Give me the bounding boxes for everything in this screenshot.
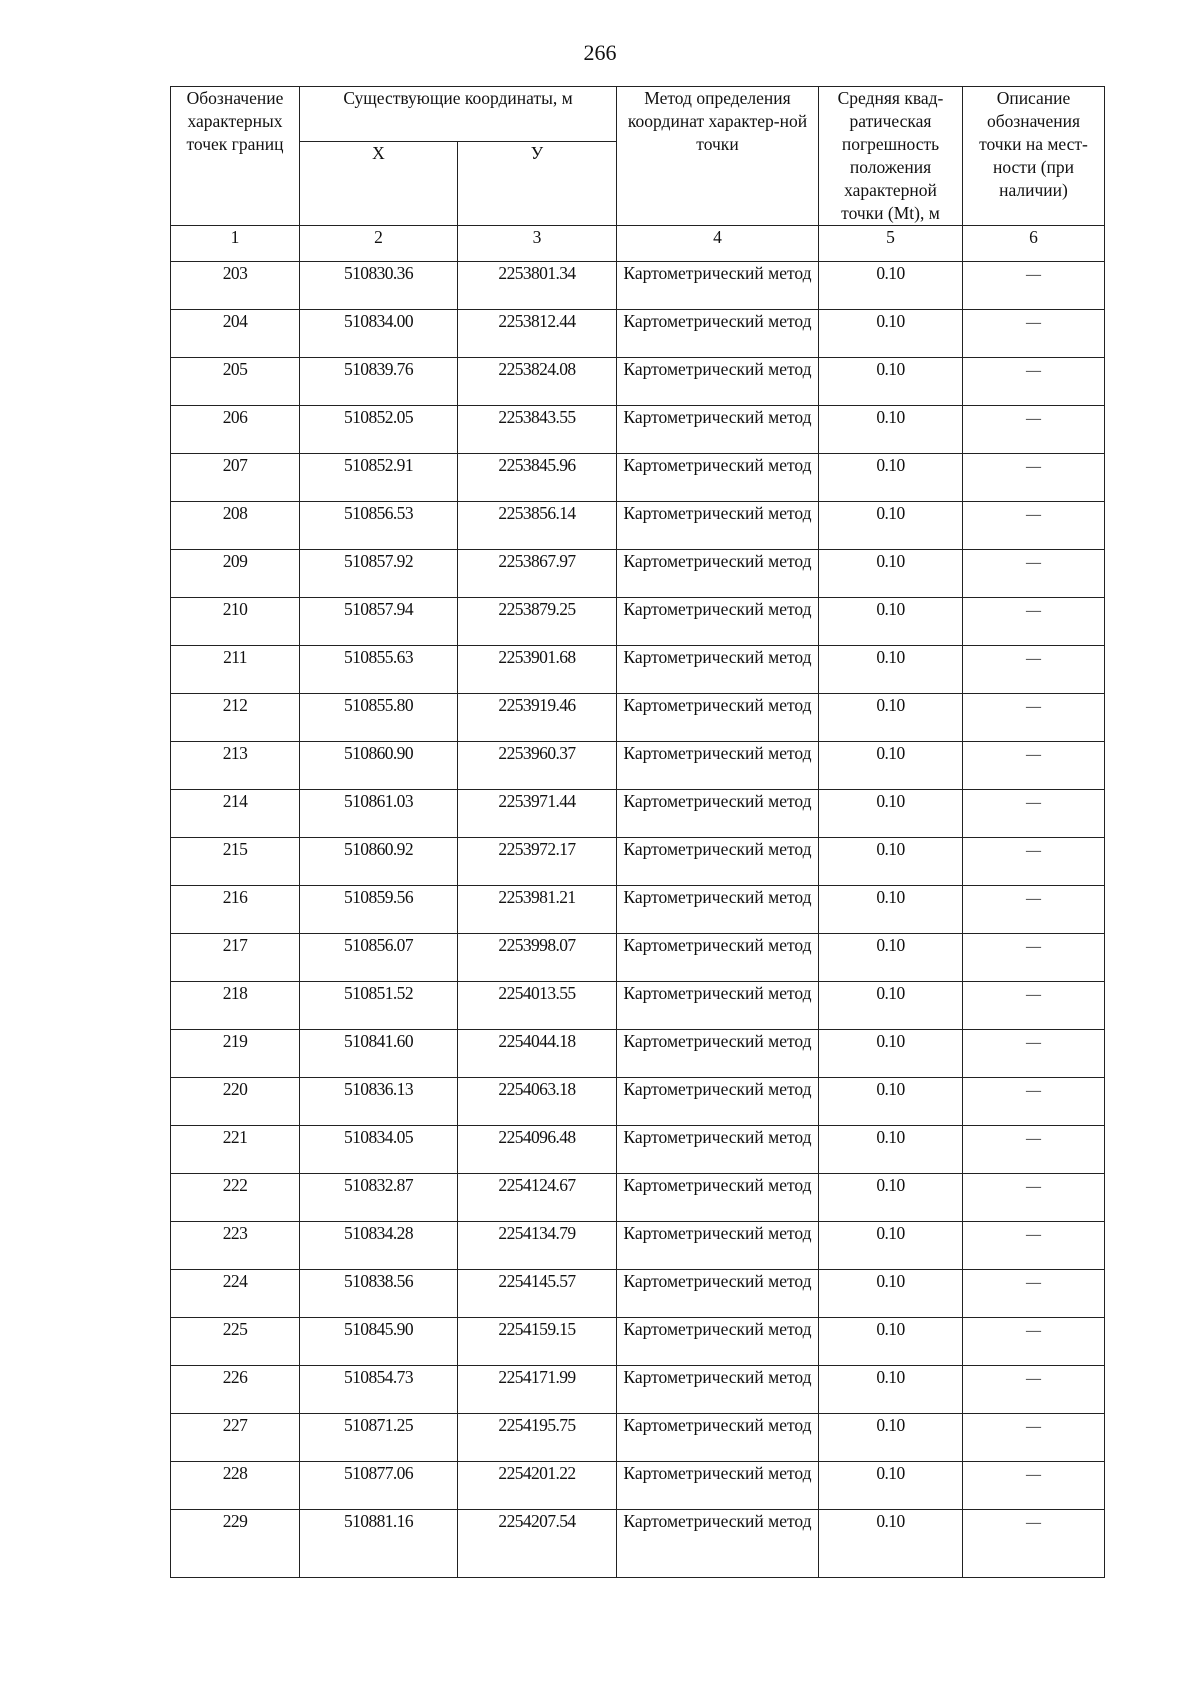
table-row [171, 1270, 1105, 1318]
y-coordinate-cell: 2254044.18 [458, 1030, 617, 1078]
table-row [171, 982, 1105, 1030]
table-row [171, 742, 1105, 790]
x-coordinate-cell: 510834.28 [300, 1222, 458, 1270]
x-coordinate-cell: 510836.13 [300, 1078, 458, 1126]
error-value-cell: 0.10 [819, 598, 963, 646]
error-value-cell: 0.10 [819, 1462, 963, 1510]
table-row [171, 886, 1105, 934]
header-y: У [458, 142, 617, 226]
x-coordinate-cell: 510857.94 [300, 598, 458, 646]
error-value-cell: 0.10 [819, 1222, 963, 1270]
y-coordinate-cell: 2253843.55 [458, 406, 617, 454]
method-cell: Картометрический метод [617, 646, 819, 694]
description-dash: — [1026, 411, 1041, 427]
column-number: 5 [819, 226, 963, 262]
description-cell [963, 838, 1105, 886]
table-row [171, 1366, 1105, 1414]
x-coordinate-cell: 510881.16 [300, 1510, 458, 1578]
point-id-cell: 229 [171, 1510, 300, 1578]
description-cell [963, 1126, 1105, 1174]
y-coordinate-cell: 2254145.57 [458, 1270, 617, 1318]
x-coordinate-cell: 510839.76 [300, 358, 458, 406]
y-coordinate-cell: 2253960.37 [458, 742, 617, 790]
description-cell [963, 406, 1105, 454]
method-cell: Картометрический метод [617, 1366, 819, 1414]
error-value-cell: 0.10 [819, 454, 963, 502]
y-coordinate-cell: 2253812.44 [458, 310, 617, 358]
y-coordinate-cell: 2254207.54 [458, 1510, 617, 1578]
x-coordinate-cell: 510855.63 [300, 646, 458, 694]
header-mean-square-error: Средняя квад-ратическая погрешность положения характерной точки (Mt), м [819, 87, 963, 226]
description-cell [963, 982, 1105, 1030]
point-id-cell: 206 [171, 406, 300, 454]
error-value-cell: 0.10 [819, 1126, 963, 1174]
description-dash: — [1026, 459, 1041, 475]
description-cell [963, 742, 1105, 790]
point-id-cell: 216 [171, 886, 300, 934]
point-id-cell: 213 [171, 742, 300, 790]
description-cell [963, 694, 1105, 742]
method-cell: Картометрический метод [617, 838, 819, 886]
point-id-cell: 221 [171, 1126, 300, 1174]
error-value-cell: 0.10 [819, 982, 963, 1030]
description-dash: — [1026, 843, 1041, 859]
y-coordinate-cell: 2254063.18 [458, 1078, 617, 1126]
method-cell: Картометрический метод [617, 454, 819, 502]
point-id-cell: 211 [171, 646, 300, 694]
point-id-cell: 222 [171, 1174, 300, 1222]
description-cell [963, 502, 1105, 550]
y-coordinate-cell: 2254159.15 [458, 1318, 617, 1366]
point-id-cell: 208 [171, 502, 300, 550]
description-dash: — [1026, 555, 1041, 571]
point-id-cell: 228 [171, 1462, 300, 1510]
x-coordinate-cell: 510852.91 [300, 454, 458, 502]
table-row [171, 934, 1105, 982]
table-row [171, 502, 1105, 550]
column-number: 6 [963, 226, 1105, 262]
method-cell: Картометрический метод [617, 1030, 819, 1078]
y-coordinate-cell: 2254124.67 [458, 1174, 617, 1222]
description-dash: — [1026, 939, 1041, 955]
description-cell [963, 1222, 1105, 1270]
point-id-cell: 205 [171, 358, 300, 406]
table-row [171, 1462, 1105, 1510]
error-value-cell: 0.10 [819, 406, 963, 454]
x-coordinate-cell: 510830.36 [300, 262, 458, 310]
error-value-cell: 0.10 [819, 1366, 963, 1414]
y-coordinate-cell: 2254013.55 [458, 982, 617, 1030]
method-cell: Картометрический метод [617, 598, 819, 646]
method-cell: Картометрический метод [617, 310, 819, 358]
table-row [171, 1174, 1105, 1222]
description-dash: — [1026, 1083, 1041, 1099]
point-id-cell: 212 [171, 694, 300, 742]
table-row [171, 598, 1105, 646]
description-dash: — [1026, 1035, 1041, 1051]
error-value-cell: 0.10 [819, 1270, 963, 1318]
y-coordinate-cell: 2253919.46 [458, 694, 617, 742]
point-id-cell: 223 [171, 1222, 300, 1270]
description-cell [963, 1414, 1105, 1462]
error-value-cell: 0.10 [819, 1174, 963, 1222]
y-coordinate-cell: 2254171.99 [458, 1366, 617, 1414]
description-cell [963, 598, 1105, 646]
x-coordinate-cell: 510877.06 [300, 1462, 458, 1510]
error-value-cell: 0.10 [819, 1078, 963, 1126]
table-row [171, 1078, 1105, 1126]
description-cell [963, 1366, 1105, 1414]
y-coordinate-cell: 2253972.17 [458, 838, 617, 886]
method-cell: Картометрический метод [617, 934, 819, 982]
point-id-cell: 225 [171, 1318, 300, 1366]
description-cell [963, 790, 1105, 838]
description-cell [963, 1174, 1105, 1222]
description-cell [963, 1270, 1105, 1318]
y-coordinate-cell: 2253981.21 [458, 886, 617, 934]
error-value-cell: 0.10 [819, 1510, 963, 1578]
x-coordinate-cell: 510845.90 [300, 1318, 458, 1366]
description-cell [963, 886, 1105, 934]
table-row [171, 454, 1105, 502]
x-coordinate-cell: 510834.00 [300, 310, 458, 358]
table-row [171, 694, 1105, 742]
coordinates-table [170, 86, 1105, 1578]
description-cell [963, 1510, 1105, 1578]
description-dash: — [1026, 1131, 1041, 1147]
error-value-cell: 0.10 [819, 358, 963, 406]
y-coordinate-cell: 2253901.68 [458, 646, 617, 694]
x-coordinate-cell: 510871.25 [300, 1414, 458, 1462]
description-cell [963, 646, 1105, 694]
y-coordinate-cell: 2253801.34 [458, 262, 617, 310]
page-number: 266 [583, 40, 617, 65]
method-cell: Картометрический метод [617, 1126, 819, 1174]
description-cell [963, 934, 1105, 982]
description-dash: — [1026, 363, 1041, 379]
point-id-cell: 215 [171, 838, 300, 886]
y-coordinate-cell: 2253971.44 [458, 790, 617, 838]
table-row [171, 1222, 1105, 1270]
column-number: 3 [458, 226, 617, 262]
description-cell [963, 1462, 1105, 1510]
description-dash: — [1026, 1515, 1041, 1531]
y-coordinate-cell: 2253998.07 [458, 934, 617, 982]
description-dash: — [1026, 987, 1041, 1003]
error-value-cell: 0.10 [819, 1030, 963, 1078]
description-cell [963, 310, 1105, 358]
description-cell [963, 1318, 1105, 1366]
header-description: Описание обозначения точки на мест-ности (при наличии) [963, 87, 1105, 226]
x-coordinate-cell: 510859.56 [300, 886, 458, 934]
table-row [171, 310, 1105, 358]
method-cell: Картометрический метод [617, 982, 819, 1030]
point-id-cell: 220 [171, 1078, 300, 1126]
header-x: X [300, 142, 458, 226]
method-cell: Картометрический метод [617, 886, 819, 934]
x-coordinate-cell: 510851.52 [300, 982, 458, 1030]
column-number: 1 [171, 226, 300, 262]
error-value-cell: 0.10 [819, 262, 963, 310]
description-dash: — [1026, 1419, 1041, 1435]
table-row [171, 550, 1105, 598]
table-row [171, 1510, 1105, 1578]
table-row [171, 646, 1105, 694]
column-number-row [171, 226, 1105, 262]
table-row [171, 1126, 1105, 1174]
description-dash: — [1026, 1227, 1041, 1243]
y-coordinate-cell: 2254134.79 [458, 1222, 617, 1270]
point-id-cell: 227 [171, 1414, 300, 1462]
y-coordinate-cell: 2253856.14 [458, 502, 617, 550]
error-value-cell: 0.10 [819, 310, 963, 358]
y-coordinate-cell: 2254201.22 [458, 1462, 617, 1510]
x-coordinate-cell: 510860.92 [300, 838, 458, 886]
point-id-cell: 217 [171, 934, 300, 982]
description-dash: — [1026, 651, 1041, 667]
point-id-cell: 207 [171, 454, 300, 502]
description-dash: — [1026, 507, 1041, 523]
x-coordinate-cell: 510857.92 [300, 550, 458, 598]
description-dash: — [1026, 1179, 1041, 1195]
method-cell: Картометрический метод [617, 1510, 819, 1578]
method-cell: Картометрический метод [617, 790, 819, 838]
description-dash: — [1026, 1275, 1041, 1291]
x-coordinate-cell: 510838.56 [300, 1270, 458, 1318]
header-method: Метод определения координат характер-ной точки [617, 87, 819, 226]
error-value-cell: 0.10 [819, 838, 963, 886]
y-coordinate-cell: 2253879.25 [458, 598, 617, 646]
x-coordinate-cell: 510832.87 [300, 1174, 458, 1222]
table-body [171, 262, 1105, 1578]
method-cell: Картометрический метод [617, 262, 819, 310]
description-dash: — [1026, 603, 1041, 619]
method-cell: Картометрический метод [617, 1462, 819, 1510]
header-point-designation: Обозначение характерных точек границ [171, 87, 300, 226]
point-id-cell: 203 [171, 262, 300, 310]
x-coordinate-cell: 510856.53 [300, 502, 458, 550]
description-dash: — [1026, 795, 1041, 811]
point-id-cell: 218 [171, 982, 300, 1030]
table-row [171, 358, 1105, 406]
description-dash: — [1026, 1371, 1041, 1387]
x-coordinate-cell: 510852.05 [300, 406, 458, 454]
table-row [171, 262, 1105, 310]
error-value-cell: 0.10 [819, 790, 963, 838]
x-coordinate-cell: 510834.05 [300, 1126, 458, 1174]
error-value-cell: 0.10 [819, 646, 963, 694]
description-cell [963, 550, 1105, 598]
x-coordinate-cell: 510860.90 [300, 742, 458, 790]
table-row [171, 838, 1105, 886]
point-id-cell: 226 [171, 1366, 300, 1414]
y-coordinate-cell: 2253867.97 [458, 550, 617, 598]
x-coordinate-cell: 510856.07 [300, 934, 458, 982]
y-coordinate-cell: 2253824.08 [458, 358, 617, 406]
method-cell: Картометрический метод [617, 406, 819, 454]
error-value-cell: 0.10 [819, 742, 963, 790]
method-cell: Картометрический метод [617, 550, 819, 598]
table-row [171, 790, 1105, 838]
method-cell: Картометрический метод [617, 1270, 819, 1318]
description-dash: — [1026, 267, 1041, 283]
method-cell: Картометрический метод [617, 694, 819, 742]
method-cell: Картометрический метод [617, 1318, 819, 1366]
table-row [171, 406, 1105, 454]
error-value-cell: 0.10 [819, 502, 963, 550]
error-value-cell: 0.10 [819, 1414, 963, 1462]
description-dash: — [1026, 1467, 1041, 1483]
point-id-cell: 224 [171, 1270, 300, 1318]
y-coordinate-cell: 2254096.48 [458, 1126, 617, 1174]
method-cell: Картометрический метод [617, 502, 819, 550]
method-cell: Картометрический метод [617, 1222, 819, 1270]
description-cell [963, 454, 1105, 502]
table-row [171, 1318, 1105, 1366]
description-cell [963, 358, 1105, 406]
x-coordinate-cell: 510841.60 [300, 1030, 458, 1078]
point-id-cell: 204 [171, 310, 300, 358]
y-coordinate-cell: 2253845.96 [458, 454, 617, 502]
point-id-cell: 209 [171, 550, 300, 598]
description-dash: — [1026, 315, 1041, 331]
header-existing-coordinates: Существующие координаты, м [300, 87, 617, 142]
method-cell: Картометрический метод [617, 358, 819, 406]
x-coordinate-cell: 510854.73 [300, 1366, 458, 1414]
error-value-cell: 0.10 [819, 550, 963, 598]
description-dash: — [1026, 747, 1041, 763]
header-row-top [171, 87, 1105, 142]
point-id-cell: 210 [171, 598, 300, 646]
method-cell: Картометрический метод [617, 742, 819, 790]
column-number: 4 [617, 226, 819, 262]
method-cell: Картометрический метод [617, 1414, 819, 1462]
error-value-cell: 0.10 [819, 1318, 963, 1366]
error-value-cell: 0.10 [819, 934, 963, 982]
method-cell: Картометрический метод [617, 1078, 819, 1126]
description-cell [963, 1078, 1105, 1126]
x-coordinate-cell: 510855.80 [300, 694, 458, 742]
description-dash: — [1026, 1323, 1041, 1339]
y-coordinate-cell: 2254195.75 [458, 1414, 617, 1462]
x-coordinate-cell: 510861.03 [300, 790, 458, 838]
point-id-cell: 214 [171, 790, 300, 838]
method-cell: Картометрический метод [617, 1174, 819, 1222]
error-value-cell: 0.10 [819, 694, 963, 742]
description-dash: — [1026, 699, 1041, 715]
description-cell [963, 262, 1105, 310]
column-number: 2 [300, 226, 458, 262]
description-cell [963, 1030, 1105, 1078]
point-id-cell: 219 [171, 1030, 300, 1078]
description-dash: — [1026, 891, 1041, 907]
error-value-cell: 0.10 [819, 886, 963, 934]
table-row [171, 1414, 1105, 1462]
table-row [171, 1030, 1105, 1078]
